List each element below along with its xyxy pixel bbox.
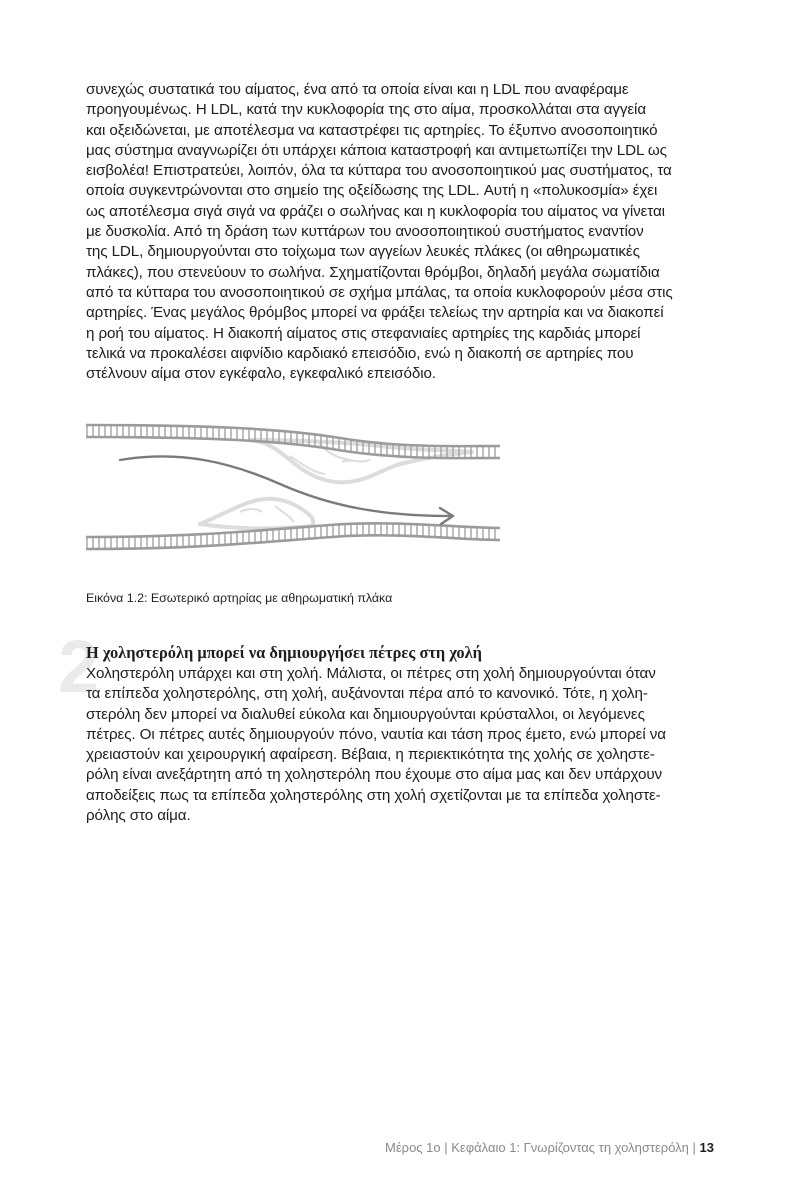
section-paragraph [86, 664, 726, 826]
text-line: οποία συγκεντρώνονται στο σημείο της οξείδωσης της LDL. Αυτή η «πολυκοσμία» έχει [86, 182, 658, 200]
text-line: της LDL, δημιουργούνται στο τοίχωμα των αγγείων λευκές πλάκες (οι αθηρωματικές [86, 243, 640, 261]
section-number: 2 [58, 625, 100, 708]
text-line: προηγουμένως. Η LDL, κατά την κυκλοφορία της στο αίμα, προσκολλάται στα αγγεία [86, 101, 647, 119]
text-line: από τα κύτταρα του ανοσοποιητικού σε σχήμα μπάλας, τα οποία κυκλοφορούν μέσα στις [86, 283, 673, 301]
text-line: στερόλη δεν μπορεί να διαλυθεί εύκολα και δημιουργούνται κρύσταλλοι, οι λεγόμενες [86, 705, 645, 723]
text-line: χρειαστούν και χειρουργική αφαίρεση. Βέβαια, η περιεκτικότητα της χολής σε χοληστε- [86, 746, 655, 764]
artery-illustration [80, 412, 510, 584]
text-line: συνεχώς συστατικά του αίματος, ένα από τα οποία είναι και η LDL που αναφέραμε [86, 81, 629, 98]
page-number: 13 [699, 1140, 714, 1155]
text-line: αποδείξεις πως τα επίπεδα χοληστερόλης στη χολή σχετίζονται με τα επίπεδα χοληστε- [86, 786, 661, 804]
intro-paragraph [86, 80, 726, 384]
text-line: τα επίπεδα χοληστερόλης, στη χολή, αυξάνονται πέρα από το κανονικό. Τότε, η χολη- [86, 685, 648, 703]
text-line: πέτρες. Οι πέτρες αυτές δημιουργούν πόνο, ναυτία και τάση προς έμετο, ενώ μπορεί να [86, 725, 666, 743]
text-line: Χοληστερόλη υπάρχει και στη χολή. Μάλιστα, οι πέτρες στη χολή δημιουργούνται όταν [86, 665, 656, 682]
text-line: αρτηρίες. Ένας μεγάλος θρόμβος μπορεί να φράξει τελείως την αρτηρία και να διακοπεί [86, 304, 664, 322]
text-line: η ροή του αίματος. Η διακοπή αίματος στις στεφανιαίες αρτηρίες της καρδιάς μπορεί [86, 324, 641, 342]
text-line: πλάκες), που στενεύουν το σωλήνα. Σχηματίζονται θρόμβοι, δηλαδή μεγάλα σωματίδια [86, 263, 660, 281]
running-head: Μέρος 1ο | Κεφάλαιο 1: Γνωρίζοντας τη χοληστερόλη | [385, 1140, 696, 1155]
text-line: ρόλης στο αίμα. [86, 807, 191, 825]
text-line: τελικά να προκαλέσει αιφνίδιο καρδιακό επεισόδιο, ενώ η διακοπή σε αρτηρίες που [86, 344, 634, 362]
figure-caption: Εικόνα 1.2: Εσωτερικό αρτηρίας με αθηρωματική πλάκα [86, 591, 393, 605]
text-line: ως αποτέλεσμα σιγά σιγά να φράζει ο σωλήνας και η κυκλοφορία του αίματος να γίνεται [86, 202, 665, 220]
lower-plaque [200, 499, 313, 529]
text-line: στέλνουν αίμα στον εγκέφαλο, εγκεφαλικό επεισόδιο. [86, 365, 436, 383]
plaque-shape [200, 499, 313, 529]
text-line: ρόλη είναι ανεξάρτητη από τη χοληστερόλη που έχουμε στο αίμα μας και δεν υπάρχουν [86, 766, 663, 784]
text-line: μας σύστημα αναγνωρίζει ότι υπάρχει κάποια καταστροφή και αντιμετωπίζει την LDL ως [86, 141, 667, 159]
text-line: με δυσκολία. Από τη δράση των κυττάρων του ανοσοποιητικού συστήματος εναντίον [86, 223, 644, 241]
page-footer [385, 1139, 714, 1157]
text-line: εισβολέα! Επιστρατεύει, λοιπόν, όλα τα κύτταρα του ανοσοποιητικού μας συστήματος, τα [86, 162, 672, 180]
text-line: και οξειδώνεται, με αποτέλεσμα να καταστρέφει τις αρτηρίες. Το έξυπνο ανοσοποιητικό [86, 121, 658, 139]
section-heading: Η χοληστερόλη μπορεί να δημιουργήσει πέτρες στη χολή [86, 643, 482, 662]
